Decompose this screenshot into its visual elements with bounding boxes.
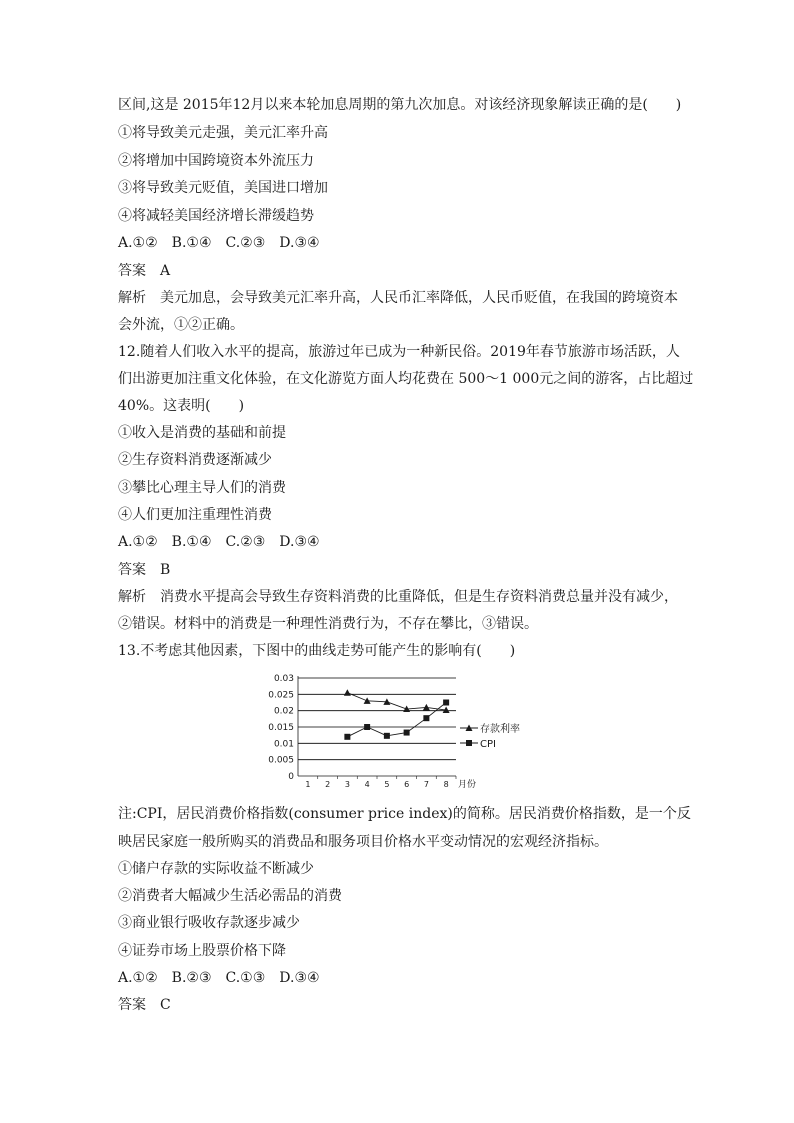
q12-answer: 答案 B	[118, 562, 171, 578]
q12-analysis-line-1: 解析 消费水平提高会导致生存资料消费的比重降低，但是生存资料消费总量并没有减少，	[118, 589, 678, 605]
q12-stem-line-2: 们出游更加注重文化体验，在文化游览方面人均花费在 500～1 000元之间的游客，占比超过	[118, 371, 694, 387]
q12-option-2: ②生存资料消费逐渐减少	[118, 452, 272, 468]
q12-option-1: ①收入是消费的基础和前提	[118, 425, 286, 441]
triangle-point	[344, 689, 351, 696]
x-tick-label: 6	[404, 780, 410, 789]
x-tick-label: 5	[384, 780, 390, 789]
q12-analysis-line-2: ②错误。材料中的消费是一种理性消费行为，不存在攀比，③错误。	[118, 616, 538, 632]
x-tick-label: 3	[344, 780, 350, 789]
square-point	[443, 700, 449, 706]
q13-option-2: ②消费者大幅减少生活必需品的消费	[118, 888, 342, 904]
q11-choices: A.①② B.①④ C.②③ D.③④	[118, 235, 320, 251]
q11-stem: 区间,这是 2015年12月以来本轮加息周期的第九次加息。对该经济现象解读正确的是( )	[118, 97, 682, 113]
x-axis-label: 月份	[458, 780, 477, 790]
legend-square-marker	[466, 740, 472, 746]
square-point	[384, 733, 390, 739]
q12-stem-line-1: 12.随着人们收入水平的提高，旅游过年已成为一种新民俗。2019年春节旅游市场活跃，人	[118, 344, 680, 360]
square-point	[423, 715, 429, 721]
y-tick-label: 0.015	[268, 723, 294, 733]
q11-analysis-line-2: 会外流，①②正确。	[118, 317, 244, 333]
x-tick-label: 1	[305, 780, 311, 789]
q12-option-3: ③攀比心理主导人们的消费	[118, 480, 286, 496]
q13-note-line-1: 注:CPI，居民消费价格指数(consumer price index)的简称。居民消费价格指数，是一个反	[118, 806, 691, 822]
q11-analysis-line-1: 解析 美元加息，会导致美元汇率升高，人民币汇率降低，人民币贬值，在我国的跨境资本	[118, 290, 678, 306]
q12-stem-line-3: 40%。这表明( )	[118, 398, 245, 414]
q13-option-3: ③商业银行吸收存款逐步减少	[118, 915, 300, 931]
q13-stem: 13.不考虑其他因素，下图中的曲线走势可能产生的影响有( )	[118, 643, 516, 659]
y-tick-label: 0	[288, 772, 294, 782]
y-tick-label: 0.005	[268, 755, 294, 766]
x-tick-label: 4	[364, 780, 370, 789]
x-tick-label: 2	[325, 780, 331, 789]
triangle-point	[423, 704, 430, 711]
q13-note-line-2: 映居民家庭一般所购买的消费品和服务项目价格水平变动情况的宏观经济指标。	[118, 834, 608, 850]
y-tick-label: 0.025	[268, 690, 294, 701]
q11-option-1: ①将导致美元走强，美元汇率升高	[118, 125, 328, 141]
q11-answer: 答案 A	[118, 263, 171, 279]
q12-option-4: ④人们更加注重理性消费	[118, 507, 272, 523]
y-tick-label: 0.03	[273, 674, 294, 684]
q13-choices: A.①② B.②③ C.①③ D.③④	[118, 970, 320, 986]
x-tick-label: 8	[443, 780, 449, 789]
y-tick-label: 0.02	[273, 706, 294, 717]
q13-option-1: ①储户存款的实际收益不断减少	[118, 861, 314, 877]
q11-option-4: ④将减轻美国经济增长滞缓趋势	[118, 208, 314, 224]
q12-choices: A.①② B.①④ C.②③ D.③④	[118, 534, 320, 550]
q13-option-4: ④证券市场上股票价格下降	[118, 943, 286, 959]
legend-label: CPI	[480, 739, 496, 750]
interest-rate-cpi-line-chart	[258, 670, 558, 798]
y-tick-label: 0.01	[273, 739, 294, 750]
q11-option-3: ③将导致美元贬值，美国进口增加	[118, 180, 328, 196]
q11-option-2: ②将增加中国跨境资本外流压力	[118, 153, 314, 169]
square-point	[404, 730, 410, 736]
series-line-1	[347, 693, 446, 710]
square-point	[364, 724, 370, 730]
q13-answer: 答案 C	[118, 997, 171, 1013]
legend-label: 存款利率	[480, 724, 520, 735]
x-tick-label: 7	[423, 780, 429, 789]
square-point	[344, 734, 350, 740]
